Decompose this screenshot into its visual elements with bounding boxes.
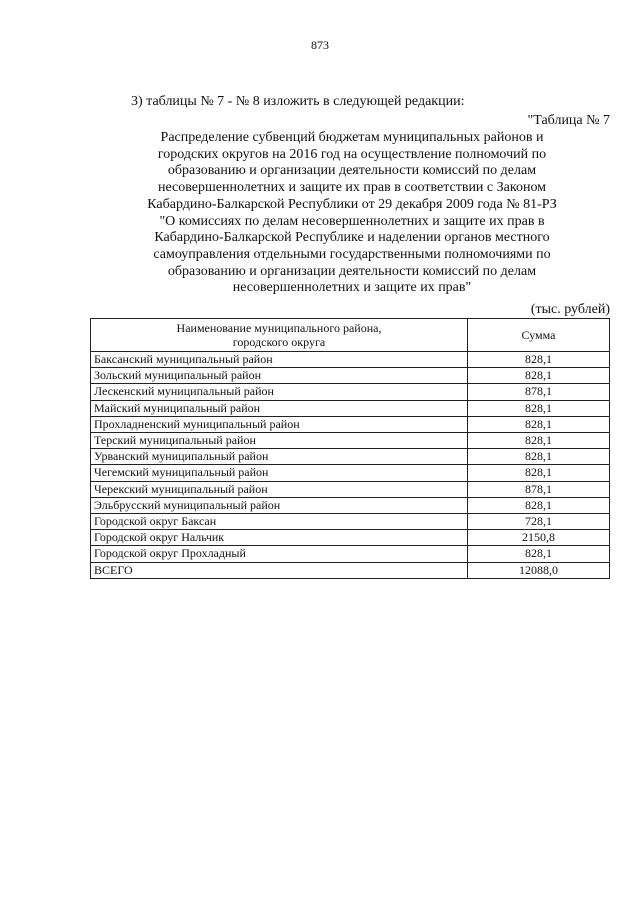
table-row (91, 449, 610, 465)
table-row (91, 368, 610, 384)
row-value: 828,1 (468, 368, 610, 384)
title-line: несовершеннолетних и защите их прав в соответствии с Законом (157, 180, 547, 196)
subvention-table (90, 318, 610, 579)
table-row (91, 433, 610, 449)
table-row (91, 481, 610, 497)
units-label: (тыс. рублей) (530, 302, 610, 317)
row-value: 828,1 (468, 449, 610, 465)
table-row (91, 530, 610, 546)
table-row (91, 416, 610, 432)
title-line: "О комиссиях по делам несовершеннолетних и защите их прав в (159, 213, 545, 229)
total-label: ВСЕГО (91, 562, 468, 578)
title-line: городских округов на 2016 год на осуществление полномочий по (157, 146, 547, 162)
row-value: 878,1 (468, 384, 610, 400)
row-name: Майский муниципальный район (91, 400, 468, 416)
table-row (91, 514, 610, 530)
row-name: Терский муниципальный район (91, 433, 468, 449)
row-value: 2150,8 (468, 530, 610, 546)
title-line: образованию и организации деятельности комиссий по делам (167, 263, 537, 279)
row-value: 728,1 (468, 514, 610, 530)
table-title (92, 130, 612, 297)
title-line: самоуправления отдельными государственными полномочиями по (153, 246, 551, 262)
header-name-cell (91, 319, 468, 352)
row-value: 828,1 (468, 416, 610, 432)
intro-text: 3) таблицы № 7 - № 8 изложить в следующей редакции: (131, 94, 465, 109)
row-name: Лескенский муниципальный район (91, 384, 468, 400)
table-label: "Таблица № 7 (527, 113, 610, 128)
row-name: Городской округ Прохладный (91, 546, 468, 562)
row-value: 828,1 (468, 352, 610, 368)
table-row (91, 400, 610, 416)
row-value: 828,1 (468, 465, 610, 481)
row-name: Прохладненский муниципальный район (91, 416, 468, 432)
row-value: 828,1 (468, 497, 610, 513)
table-row (91, 352, 610, 368)
row-name: Черекский муниципальный район (91, 481, 468, 497)
header-name-line: Наименование муниципального района, (176, 321, 382, 335)
title-line: Кабардино-Балкарской Республики от 29 декабря 2009 года № 81-РЗ (147, 196, 557, 212)
table-row (91, 546, 610, 562)
row-name: Городской округ Баксан (91, 514, 468, 530)
row-name: Городской округ Нальчик (91, 530, 468, 546)
row-name: Баксанский муниципальный район (91, 352, 468, 368)
row-value: 828,1 (468, 400, 610, 416)
total-value: 12088,0 (468, 562, 610, 578)
title-line: Кабардино-Балкарской Республике и наделении органов местного (154, 230, 550, 246)
title-line: образованию и организации деятельности комиссий по делам (167, 163, 537, 179)
page-number: 873 (311, 38, 329, 52)
total-row (91, 562, 610, 578)
row-value: 828,1 (468, 433, 610, 449)
row-name: Урванский муниципальный район (91, 449, 468, 465)
table-header-row (91, 319, 610, 352)
row-value: 828,1 (468, 546, 610, 562)
header-sum-cell: Сумма (468, 319, 610, 352)
row-name: Чегемский муниципальный район (91, 465, 468, 481)
row-value: 878,1 (468, 481, 610, 497)
title-line: несовершеннолетних и защите их прав" (232, 280, 472, 296)
title-line: Распределение субвенций бюджетам муниципальных районов и (160, 130, 544, 145)
table-row (91, 497, 610, 513)
header-name-line: городского округа (232, 335, 326, 349)
row-name: Зольский муниципальный район (91, 368, 468, 384)
table-row (91, 384, 610, 400)
row-name: Эльбрусский муниципальный район (91, 497, 468, 513)
table-row (91, 465, 610, 481)
